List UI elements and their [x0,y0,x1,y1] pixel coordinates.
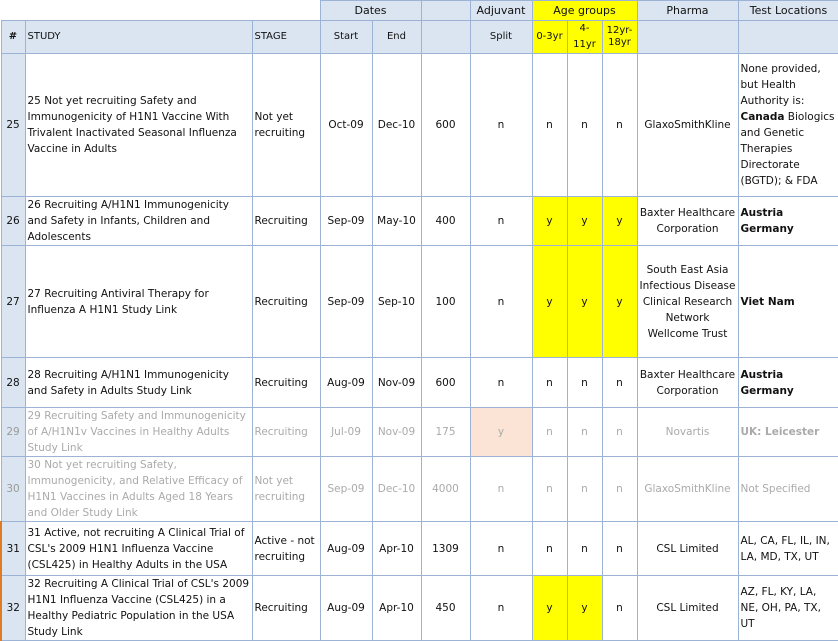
split-cell: n [470,54,532,197]
age-4-11-cell: n [567,408,602,457]
age-groups-header: Age groups [532,1,637,21]
start-cell: Oct-09 [320,54,372,197]
age-0-3-cell: n [532,457,567,522]
study-cell: 25 Not yet recruiting Safety and Immunogenicity of H1N1 Vaccine With Trivalent Inactivated Seasonal Influenza Vaccine in Adults [25,54,252,197]
start-cell: Aug-09 [320,358,372,408]
table-row [1,54,838,197]
end-column-header: End [372,21,421,54]
split-cell: n [470,358,532,408]
age-12-18-cell: y [602,197,637,246]
row-number: 31 [1,522,25,576]
end-cell: Apr-10 [372,576,421,641]
pharma-group-header: Pharma [637,1,738,21]
age-12-18-cell: n [602,358,637,408]
locations-cell [738,246,838,358]
age-0-3-cell: n [532,408,567,457]
pharma-cell: CSL Limited [637,576,738,641]
pharma-cell: Novartis [637,408,738,457]
table-row [1,457,838,522]
n-cell: 450 [421,576,470,641]
table-row [1,358,838,408]
age-4-11-cell: y [567,197,602,246]
table-row [1,197,838,246]
test-locations-header: Test Locations [738,1,838,21]
end-cell: Nov-09 [372,358,421,408]
row-number: 25 [1,54,25,197]
locations-cell [738,54,838,197]
study-column-header: STUDY [25,21,252,54]
stage-cell: Recruiting [252,358,320,408]
study-cell: 27 Recruiting Antiviral Therapy for Influenza A H1N1 Study Link [25,246,252,358]
age-0-3-cell: n [532,522,567,576]
header-spacer [1,1,320,21]
stage-cell: Not yet recruiting [252,54,320,197]
age-4-11-cell: y [567,246,602,358]
study-cell: 28 Recruiting A/H1N1 Immunogenicity and Safety in Adults Study Link [25,358,252,408]
table-row [1,576,838,641]
age-12-18-cell: n [602,408,637,457]
end-cell: Sep-10 [372,246,421,358]
age-0-3-cell: n [532,54,567,197]
split-cell: y [470,408,532,457]
location-suffix: Biologics and Genetic Therapies Directorate (BGTD); & FDA [740,111,835,187]
location-country: Austria Germany [740,368,794,397]
end-cell: Dec-10 [372,54,421,197]
age-0-3-cell: y [532,246,567,358]
row-number: 32 [1,576,25,641]
location-prefix: None provided, but Health Authority is: [740,63,821,107]
n-group-header [421,1,470,21]
age-12-18-cell: n [602,457,637,522]
start-cell: Sep-09 [320,246,372,358]
study-cell: 26 Recruiting A/H1N1 Immunogenicity and Safety in Infants, Children and Adolescents [25,197,252,246]
stage-cell: Not yet recruiting [252,457,320,522]
table-row [1,408,838,457]
end-cell: Dec-10 [372,457,421,522]
start-cell: Sep-09 [320,197,372,246]
split-cell: n [470,197,532,246]
age-4-11-cell: y [567,576,602,641]
locations-cell [738,408,838,457]
stage-cell: Recruiting [252,197,320,246]
num-column-header: # [1,21,25,54]
n-cell: 175 [421,408,470,457]
study-cell: 29 Recruiting Safety and Immunogenicity of A/H1N1v Vaccines in Healthy Adults Study Link [25,408,252,457]
split-cell: n [470,522,532,576]
start-cell: Jul-09 [320,408,372,457]
age-4-11-column-header: 4-11yr [567,21,602,54]
study-cell: 31 Active, not recruiting A Clinical Trial of CSL's 2009 H1N1 Influenza Vaccine (CSL425) in Healthy Adults in the USA [25,522,252,576]
age-0-3-column-header: 0-3yr [532,21,567,54]
pharma-cell: CSL Limited [637,522,738,576]
split-cell: n [470,576,532,641]
row-number: 29 [1,408,25,457]
age-12-18-cell: y [602,246,637,358]
age-12-18-column-header: 12yr-18yr [602,21,637,54]
dates-group-header: Dates [320,1,421,21]
study-cell: 30 Not yet recruiting Safety, Immunogenicity, and Relative Efficacy of H1N1 Vaccines in Adults Aged 18 Years and Older Study Link [25,457,252,522]
row-number: 30 [1,457,25,522]
location-country: Viet Nam [740,295,795,308]
stage-cell: Recruiting [252,408,320,457]
pharma-cell: South East Asia Infectious Disease Clinical Research Network Wellcome Trust [637,246,738,358]
age-4-11-cell: n [567,358,602,408]
stage-cell: Active - not recruiting [252,522,320,576]
start-cell: Aug-09 [320,576,372,641]
start-column-header: Start [320,21,372,54]
locations-cell [738,358,838,408]
pharma-cell: GlaxoSmithKline [637,457,738,522]
n-cell: 1309 [421,522,470,576]
n-cell: 4000 [421,457,470,522]
start-cell: Aug-09 [320,522,372,576]
location-country: UK: Leicester [740,426,820,438]
locations-cell: Not Specified [738,457,838,522]
group-header-row [1,1,838,21]
age-4-11-cell: n [567,54,602,197]
age-4-11-cell: n [567,522,602,576]
table-row [1,246,838,358]
adjuvant-group-header: Adjuvant [470,1,532,21]
age-12-18-cell: n [602,576,637,641]
stage-cell: Recruiting [252,576,320,641]
age-12-18-cell: n [602,54,637,197]
n-cell: 400 [421,197,470,246]
locations-cell [738,197,838,246]
table-row [1,522,838,576]
end-cell: May-10 [372,197,421,246]
age-12-18-cell: n [602,522,637,576]
end-cell: Nov-09 [372,408,421,457]
n-column-header [421,21,470,54]
n-cell: 600 [421,54,470,197]
split-column-header: Split [470,21,532,54]
end-cell: Apr-10 [372,522,421,576]
age-0-3-cell: y [532,576,567,641]
split-cell: n [470,246,532,358]
stage-column-header: STAGE [252,21,320,54]
row-number: 27 [1,246,25,358]
location-country: Canada [740,111,785,123]
start-cell: Sep-09 [320,457,372,522]
pharma-column-header [637,21,738,54]
row-number: 26 [1,197,25,246]
locations-cell: AZ, FL, KY, LA, NE, OH, PA, TX, UT [738,576,838,641]
stage-cell: Recruiting [252,246,320,358]
age-0-3-cell: n [532,358,567,408]
n-cell: 100 [421,246,470,358]
age-0-3-cell: y [532,197,567,246]
pharma-cell: Baxter Healthcare Corporation [637,197,738,246]
row-number: 28 [1,358,25,408]
column-header-row [1,21,838,54]
n-cell: 600 [421,358,470,408]
split-cell: n [470,457,532,522]
pharma-cell: Baxter Healthcare Corporation [637,358,738,408]
locations-cell: AL, CA, FL, IL, IN, LA, MD, TX, UT [738,522,838,576]
locations-column-header [738,21,838,54]
age-4-11-cell: n [567,457,602,522]
pharma-cell: GlaxoSmithKline [637,54,738,197]
location-country: Austria Germany [740,207,794,235]
study-cell: 32 Recruiting A Clinical Trial of CSL's 2009 H1N1 Influenza Vaccine (CSL425) in a Healthy Pediatric Population in the USA Study Link [25,576,252,641]
